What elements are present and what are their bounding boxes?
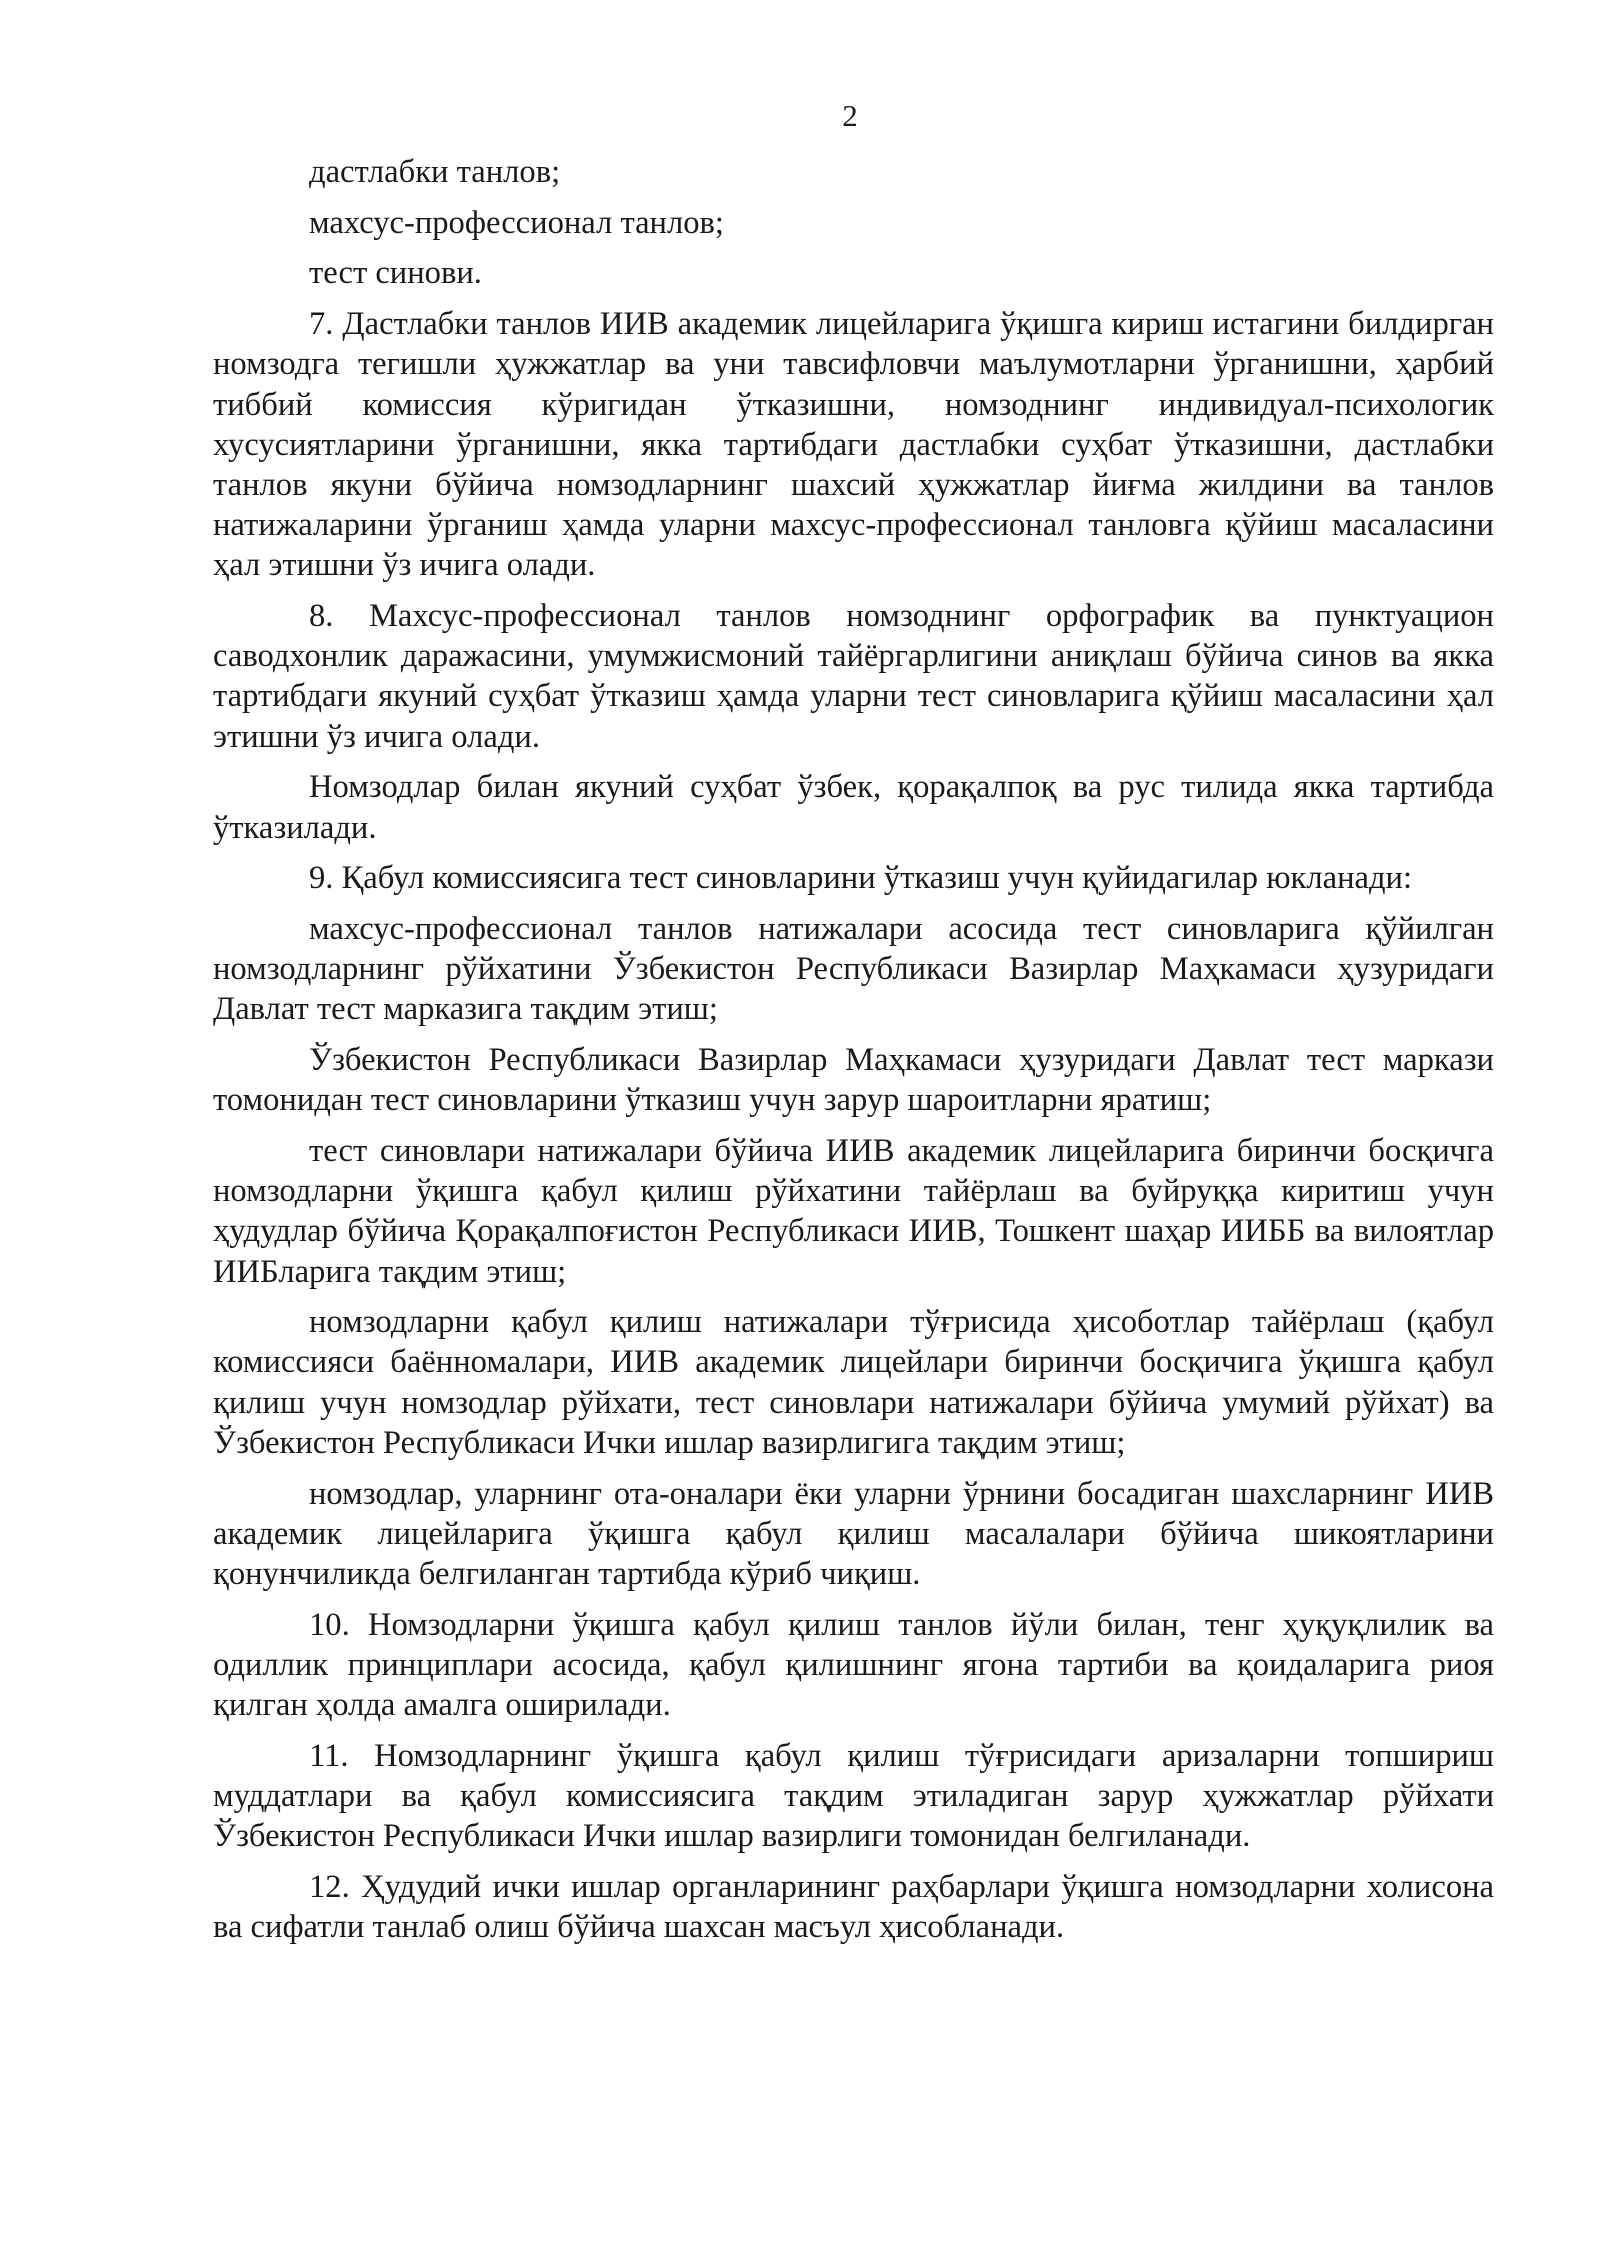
list-item: тест синови.: [309, 255, 482, 292]
list-item: махсус-профессионал танлов;: [309, 204, 724, 241]
paragraph-9: 9. Қабул комиссиясига тест синовларини ўтказиш учун қуйидагилар юкланади:: [309, 860, 1413, 897]
paragraph-12: 12. Ҳудудий ички ишлар органларининг раҳбарлари ўқишга номзодларни холисона ва сифатли танлаб олиш бўйича шахсан масъул ҳисобланади.: [213, 1868, 1494, 1946]
list-item: номзодларни қабул қилиш натижалари тўғрисида ҳисоботлар тайёрлаш (қабул комиссияси баённомалари, ИИВ академик лицейлари биринчи босқичига ўқишга қабул қилиш учун номзодлар рўйхати, тест синовлари натижалари бўйича умумий рўйхат) ва Ўзбекистон Республикаси Ички ишлар вазирлигига тақдим этиш;: [213, 1304, 1494, 1461]
paragraph-11: 11. Номзодларнинг ўқишга қабул қилиш тўғрисидаги аризаларни топшириш муддатлари ва қабул комиссиясига тақдим этиладиган зарур ҳужжатлар рўйхати Ўзбекистон Республикаси Ички ишлар вазирлиги томонидан белгиланади.: [213, 1737, 1494, 1855]
paragraph-interview-languages: Номзодлар билан якуний суҳбат ўзбек, қорақалпоқ ва рус тилида якка тартибда ўтказилади.: [213, 769, 1494, 846]
list-item: тест синовлари натижалари бўйича ИИВ академик лицейларига биринчи босқичга номзодларни ўқишга қабул қилиш рўйхатини тайёрлаш ва буйруққа киритиш учун ҳудудлар бўйича Қорақалпоғистон Республикаси ИИВ, Тошкент шаҳар ИИББ ва вилоятлар ИИБларига тақдим этиш;: [213, 1132, 1494, 1290]
list-item: номзодлар, уларнинг ота-оналари ёки уларни ўрнини босадиган шахсларнинг ИИВ академик лицейларига ўқишга қабул қилиш масалалари бўйича шикоятларини қонунчиликда белгиланган тартибда кўриб чиқиш.: [213, 1475, 1494, 1592]
paragraph-10: 10. Номзодларни ўқишга қабул қилиш танлов йўли билан, тенг ҳуқуқлилик ва одиллик принциплари асосида, қабул қилишнинг ягона тартиби ва қоидаларига риоя қилган ҳолда амалга оширилади.: [213, 1606, 1494, 1724]
list-item: махсус-профессионал танлов натижалари асосида тест синовларига қўйилган номзодларнинг рўйхатини Ўзбекистон Республикаси Вазирлар Маҳкамаси ҳузуридаги Давлат тест марказига тақдим этиш;: [213, 910, 1494, 1028]
list-item: Ўзбекистон Республикаси Вазирлар Маҳкамаси ҳузуридаги Давлат тест маркази томонидан тест синовларини ўтказиш учун зарур шароитларни яратиш;: [213, 1042, 1494, 1119]
document-body: [213, 152, 1494, 1958]
list-item: дастлабки танлов;: [309, 154, 561, 190]
paragraph-7: 7. Дастлабки танлов ИИВ академик лицейларига ўқишга кириш истагини билдирган номзодга тегишли ҳужжатлар ва уни тавсифловчи маълумотларни ўрганишни, ҳарбий тиббий комиссия кўригидан ўтказишни, номзоднинг индивидуал-психологик хусусиятларини ўрганишни, якка тартибдаги дастлабки суҳбат ўтказишни, дастлабки танлов якуни бўйича номзодларнинг шахсий ҳужжатлар йиғма жилдини ва танлов натижаларини ўрганиш ҳамда уларни махсус-профессионал танловга қўйиш масаласини ҳал этишни ўз ичига олади.: [213, 306, 1494, 584]
page-number: 2: [842, 98, 858, 133]
paragraph-8: 8. Махсус-профессионал танлов номзоднинг орфографик ва пунктуацион саводхонлик даражасини, умумжисмоний тайёргарлигини аниқлаш бўйича синов ва якка тартибдаги якуний суҳбат ўтказиш ҳамда уларни тест синовларига қўйиш масаласини ҳал этишни ўз ичига олади.: [213, 598, 1494, 755]
